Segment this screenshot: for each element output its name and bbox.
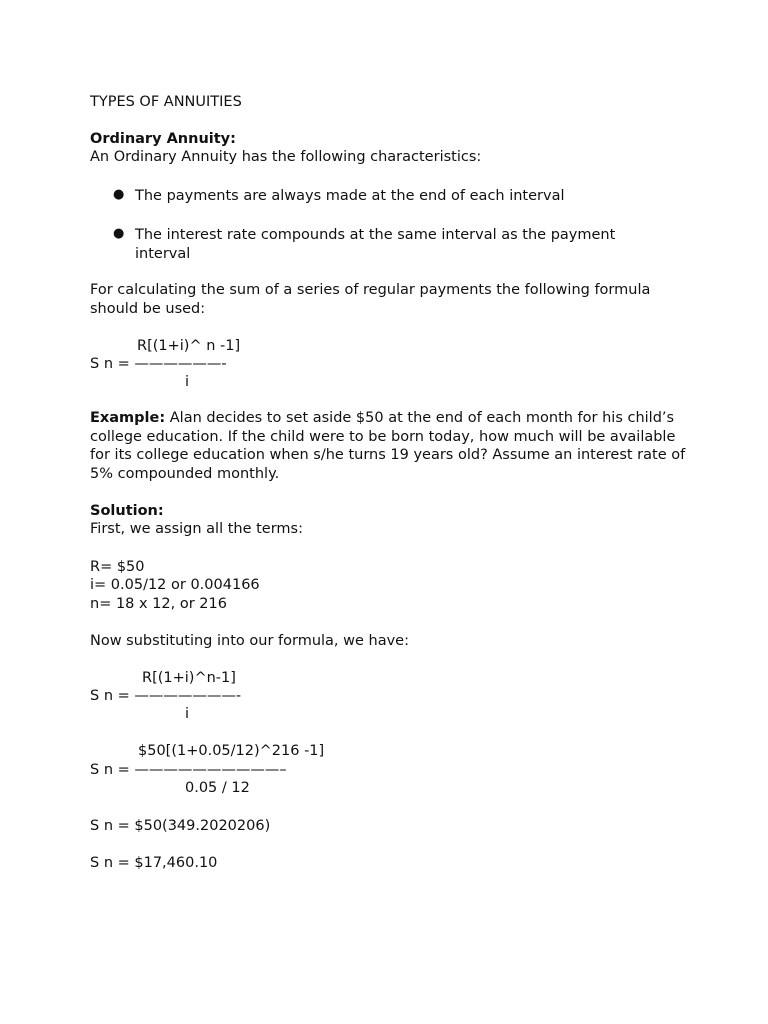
formula1-lhs: S n = ——————- <box>90 356 227 372</box>
bullet-dot: ● <box>113 226 125 241</box>
solution-heading: Solution: <box>90 503 164 519</box>
substitute-text: Now substituting into our formula, we have: <box>90 633 409 649</box>
formula2-numerator: R[(1+i)^n-1] <box>142 670 236 686</box>
formula3-lhs: S n = ——————————– <box>90 762 287 778</box>
result-final: S n = $17,460.10 <box>90 855 218 871</box>
term-r: R= $50 <box>90 559 145 575</box>
formula-intro: For calculating the sum of a series of regular payments the following formula should be used: <box>90 282 651 317</box>
term-n: n= 18 x 12, or 216 <box>90 596 227 612</box>
example-paragraph <box>90 409 690 483</box>
section-intro: An Ordinary Annuity has the following characteristics: <box>90 149 482 165</box>
bullet-dot: ● <box>113 187 125 202</box>
formula1-numerator: R[(1+i)^ n -1] <box>137 338 241 354</box>
bullet-item: The payments are always made at the end of each interval <box>135 188 565 204</box>
formula2-denominator: i <box>185 706 190 722</box>
formula3-numerator: $50[(1+0.05/12)^216 -1] <box>138 743 325 759</box>
term-i: i= 0.05/12 or 0.004166 <box>90 577 260 593</box>
result-step: S n = $50(349.2020206) <box>90 818 271 834</box>
section-heading-ordinary-annuity: Ordinary Annuity: <box>90 131 236 147</box>
formula2-lhs: S n = ———————- <box>90 688 242 704</box>
doc-title: TYPES OF ANNUITIES <box>90 94 242 110</box>
formula3-denominator: 0.05 / 12 <box>185 780 250 796</box>
bullet-item: The interest rate compounds at the same interval as the payment interval <box>135 227 616 262</box>
formula1-denominator: i <box>185 374 190 390</box>
example-label: Example: <box>90 410 166 426</box>
example-text: Alan decides to set aside $50 at the end of each month for his child’s college education. If the child were to be born today, how much will be available for its college education when s/he turns 19 years old? Assume an interest rate of 5% compounded monthly. <box>90 410 686 482</box>
solution-assign: First, we assign all the terms: <box>90 521 303 537</box>
